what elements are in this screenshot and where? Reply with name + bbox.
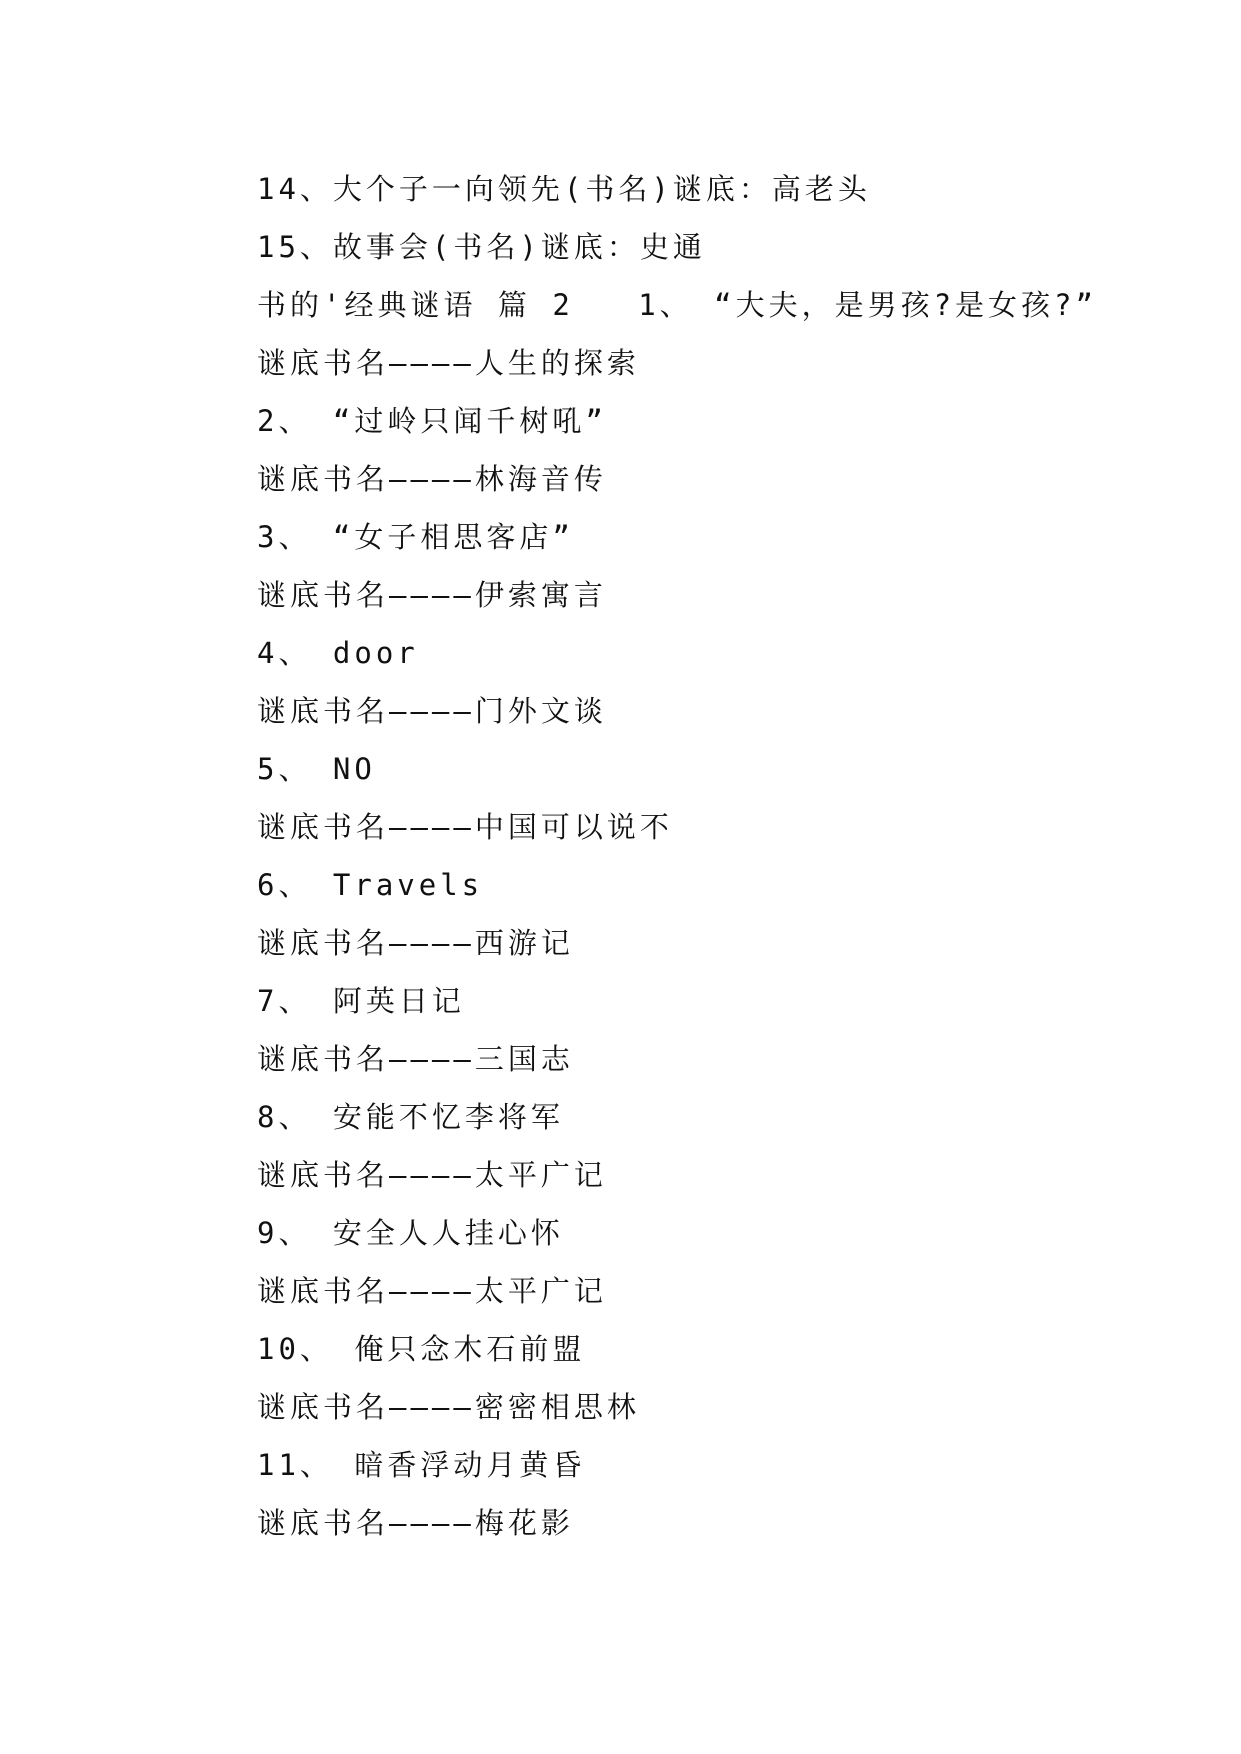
- answer-line: 谜底书名————三国志: [257, 1042, 574, 1076]
- riddle-line: 10、 俺只念木石前盟: [257, 1332, 586, 1366]
- answer-line: 谜底书名————太平广记: [257, 1158, 607, 1192]
- riddle-line: 15、故事会(书名)谜底：史通: [257, 230, 706, 264]
- riddle-line: 14、大个子一向领先(书名)谜底：高老头: [257, 172, 871, 206]
- riddle-line: 5、 NO: [257, 752, 376, 786]
- riddle-line: 9、 安全人人挂心怀: [257, 1216, 564, 1250]
- answer-line: 谜底书名————梅花影: [257, 1506, 574, 1540]
- riddle-line: 4、 door: [257, 636, 419, 670]
- answer-line: 谜底书名————伊索寓言: [257, 578, 607, 612]
- answer-line: 谜底书名————密密相思林: [257, 1390, 640, 1424]
- answer-line: 谜底书名————人生的探索: [257, 346, 640, 380]
- answer-line: 谜底书名————林海音传: [257, 462, 607, 496]
- answer-line: 谜底书名————中国可以说不: [257, 810, 673, 844]
- answer-line: 谜底书名————门外文谈: [257, 694, 607, 728]
- riddle-line: 7、 阿英日记: [257, 984, 465, 1018]
- riddle-line: 11、 暗香浮动月黄昏: [257, 1448, 586, 1482]
- riddle-line: 6、 Travels: [257, 868, 484, 902]
- riddle-line: 8、 安能不忆李将军: [257, 1100, 564, 1134]
- document-body: [257, 160, 1157, 1552]
- answer-line: 谜底书名————太平广记: [257, 1274, 607, 1308]
- riddle-line: 2、 “过岭只闻千树吼”: [257, 404, 607, 438]
- section-heading-line: 书的'经典谜语 篇 2 1、 “大夫，是男孩?是女孩?”: [257, 288, 1097, 322]
- riddle-line: 3、 “女子相思客店”: [257, 520, 574, 554]
- answer-line: 谜底书名————西游记: [257, 926, 574, 960]
